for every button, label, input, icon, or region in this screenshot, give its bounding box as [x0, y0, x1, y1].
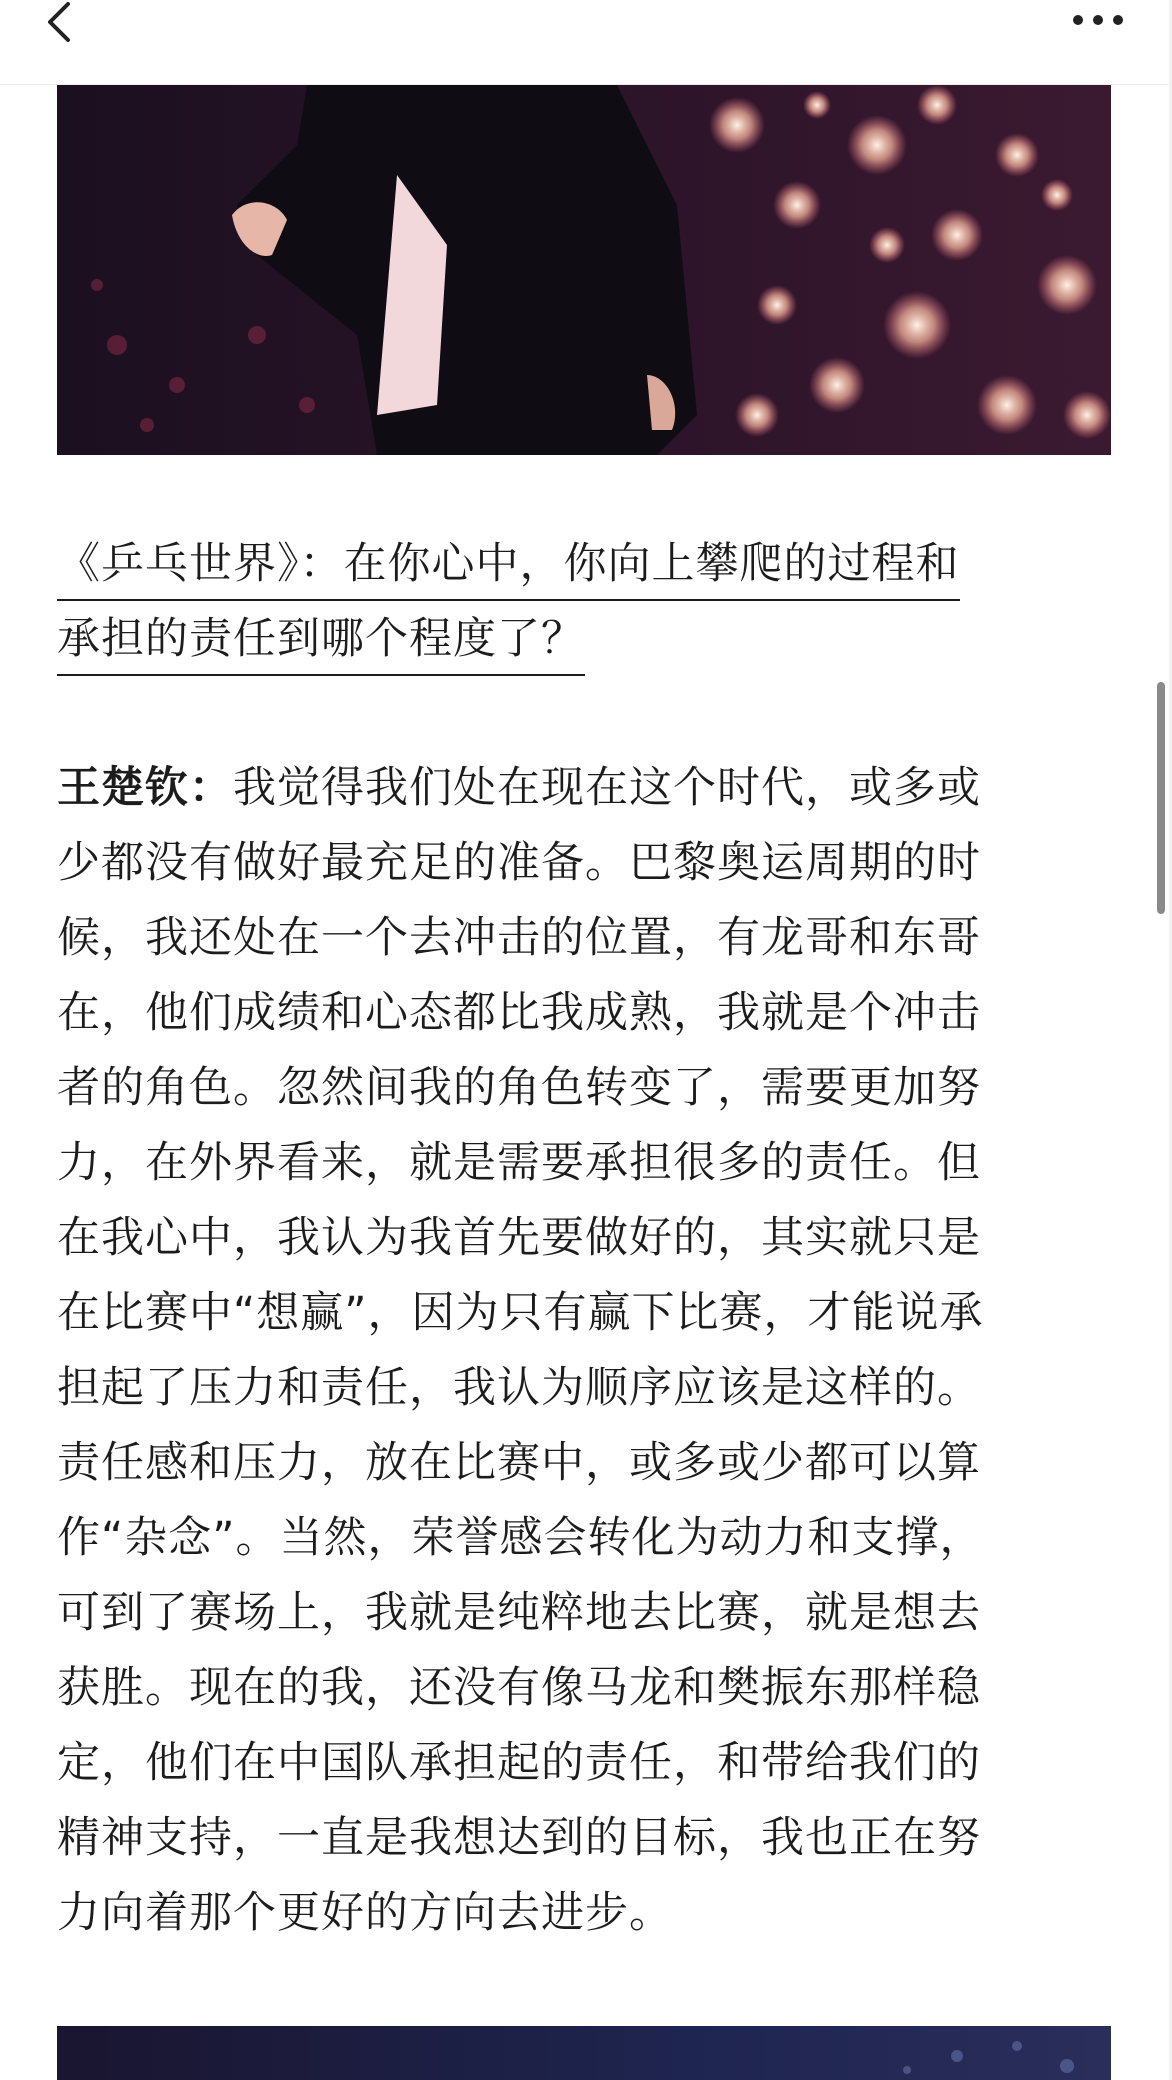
concert-stage-photo[interactable] — [57, 85, 1111, 455]
answer-line: 候，我还处在一个去冲击的位置，有龙哥和东哥 — [57, 913, 981, 963]
top-nav-bar — [0, 0, 1172, 85]
answer-line: 在比赛中“想赢”，因为只有赢下比赛，才能说承 — [57, 1288, 984, 1338]
question-line: 承担的责任到哪个程度了？ — [57, 606, 585, 676]
interview-question — [57, 527, 1117, 677]
answer-line: 可到了赛场上，我就是纯粹地去比赛，就是想去 — [57, 1588, 981, 1638]
answer-line: 者的角色。忽然间我的角色转变了，需要更加努 — [57, 1063, 981, 1113]
answer-line: 精神支持，一直是我想达到的目标，我也正在努 — [57, 1813, 981, 1863]
answer-line: 力，在外界看来，就是需要承担很多的责任。但 — [57, 1138, 981, 1188]
answer-line: 在我心中，我认为我首先要做好的，其实就只是 — [57, 1213, 981, 1263]
answer-line: 作“杂念”。当然，荣誉感会转化为动力和支撑， — [57, 1513, 984, 1563]
answer-line: 少都没有做好最充足的准备。巴黎奥运周期的时 — [57, 838, 981, 888]
speaker-name: 王楚钦： — [57, 763, 233, 813]
answer-line: 获胜。现在的我，还没有像马龙和樊振东那样稳 — [57, 1663, 981, 1713]
answer-line: 定，他们在中国队承担起的责任，和带给我们的 — [57, 1738, 981, 1788]
answer-text: 我觉得我们处在现在这个时代，或多或 — [233, 763, 981, 813]
chevron-left-icon[interactable] — [38, 0, 86, 48]
answer-line: 担起了压力和责任，我认为顺序应该是这样的。 — [57, 1363, 981, 1413]
question-line: 《乒乓世界》：在你心中，你向上攀爬的过程和 — [57, 531, 960, 601]
stage-photo-partial[interactable] — [57, 2026, 1111, 2080]
answer-line: 责任感和压力，放在比赛中，或多或少都可以算 — [57, 1438, 981, 1488]
answer-line: 力向着那个更好的方向去进步。 — [57, 1888, 673, 1938]
vertical-scrollbar[interactable] — [1157, 682, 1165, 914]
more-dots-icon[interactable] — [1068, 8, 1128, 32]
answer-line — [57, 751, 1117, 826]
interview-answer — [57, 751, 1117, 1951]
answer-line: 在，他们成绩和心态都比我成熟，我就是个冲击 — [57, 988, 981, 1038]
